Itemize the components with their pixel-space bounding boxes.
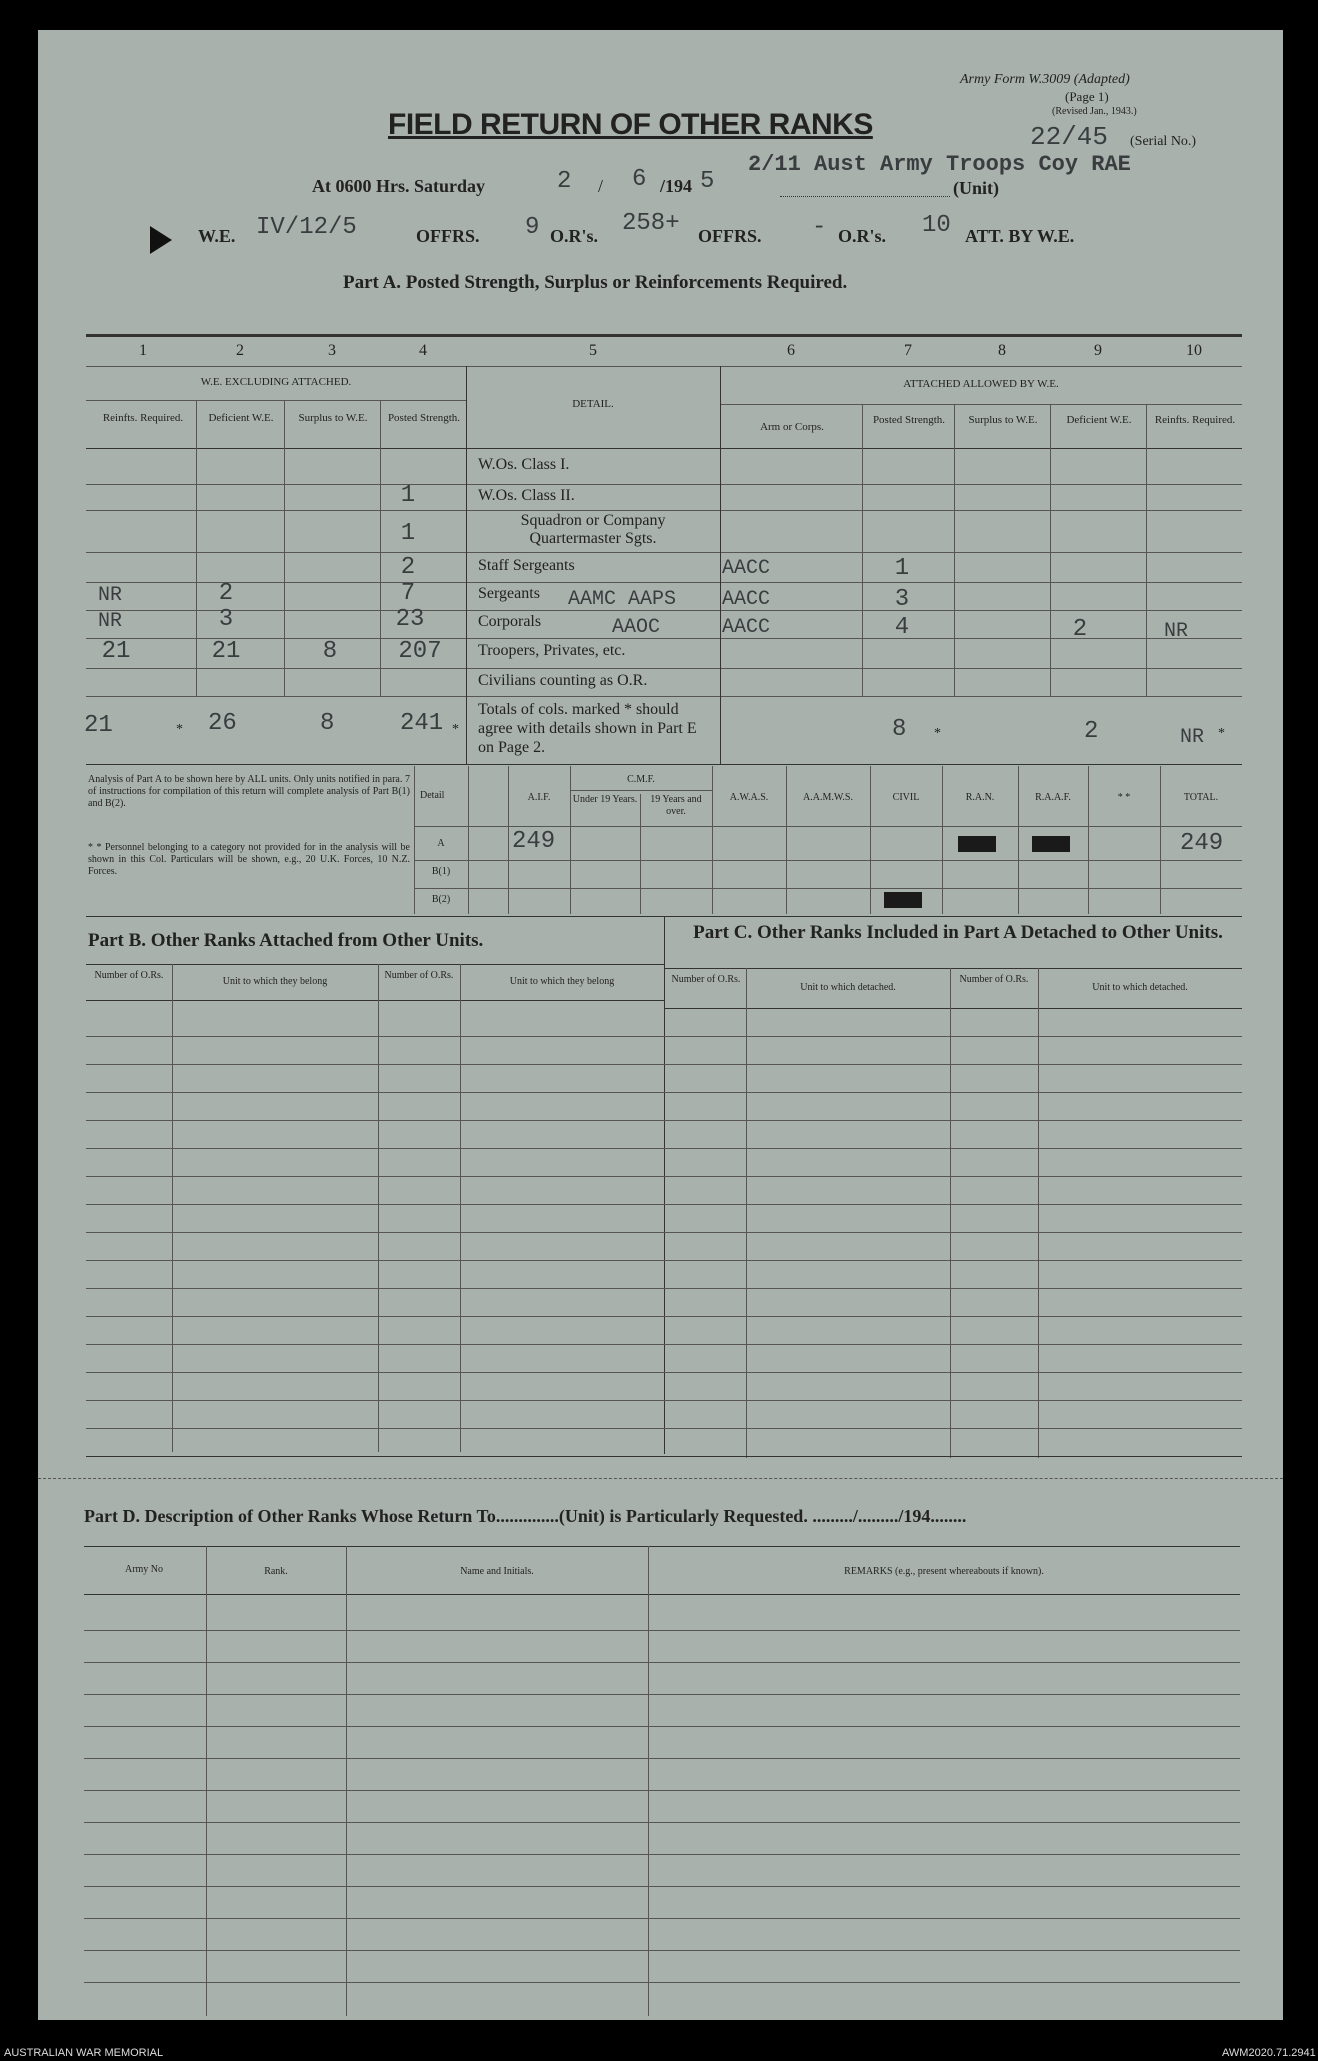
ors-label: O.R's. (550, 226, 599, 246)
total-reinfts: 21 (84, 712, 113, 739)
cell-posted: 7 (400, 580, 416, 607)
analysis-detail-label: Detail (420, 790, 445, 801)
part-b-header-unit: Unit to which they belong (509, 976, 615, 987)
attached-allowed-header: ATTACHED ALLOWED BY W.E. (903, 378, 1059, 390)
detail-totals: Totals of cols. marked * should agree with details shown in Part E on Page 2. (478, 701, 697, 756)
total-surplus: 8 (320, 710, 335, 737)
cell-arm: AACC (722, 616, 771, 639)
detail-civilians: Civilians counting as O.R. (478, 672, 648, 689)
part-b-header-number: Number of O.Rs. (384, 970, 454, 981)
analysis-note: Analysis of Part A to be shown here by ALL units. Only units notified in para. 7 of instructions for compilation of this return will complete analysis of Part B(1) and B(2). (88, 774, 410, 809)
cell-deficient: 2 (218, 580, 234, 607)
cell-deficient: 21 (211, 638, 241, 665)
serial-number: 22/45 (1030, 122, 1109, 152)
date-sep: / (598, 176, 604, 196)
cell-reinfts: NR (98, 610, 123, 633)
col-other: * * (1117, 792, 1131, 803)
col-number: 9 (1094, 342, 1102, 359)
col-aamws: A.A.M.W.S. (803, 792, 853, 803)
total-posted-att: 8 (892, 716, 907, 743)
cell-posted-att: 3 (894, 586, 910, 613)
att-label: ATT. BY W.E. (965, 226, 1075, 246)
col-number: 8 (998, 342, 1006, 359)
col-cmf: C.M.F. (627, 774, 655, 785)
col-number: 4 (419, 342, 427, 359)
we-excluding-header: W.E. EXCLUDING ATTACHED. (200, 376, 352, 388)
col-ran: R.A.N. (965, 792, 995, 803)
date-month: 6 (632, 166, 647, 193)
col-number: 7 (904, 342, 912, 359)
detail-staff-sgts: Staff Sergeants (478, 557, 575, 574)
arrow-icon (150, 226, 172, 254)
unit-value: 2/11 Aust Army Troops Coy RAE (748, 152, 1131, 177)
date-day: 2 (557, 168, 572, 195)
header-deficient: Deficient W.E. (208, 412, 274, 424)
cell-posted: 207 (398, 638, 442, 665)
detail-wo1: W.Os. Class I. (478, 456, 570, 473)
col-number: 2 (236, 342, 244, 359)
col-aif: A.I.F. (527, 792, 551, 803)
part-c-header-number: Number of O.Rs. (959, 974, 1029, 985)
row-label-a: A (437, 838, 445, 849)
detail-sergeants: Sergeants (478, 585, 540, 602)
part-c-header-number: Number of O.Rs. (671, 974, 741, 985)
header-posted: Posted Strength. (872, 414, 946, 426)
cell-surplus: 8 (322, 638, 338, 665)
cell-posted: 1 (400, 482, 416, 509)
cell-extra-corps: AAOC (612, 616, 661, 639)
cell-arm: AACC (722, 557, 771, 580)
part-c-header-unit: Unit to which detached. (800, 982, 896, 993)
row-label-b2: B(2) (431, 894, 451, 905)
col-number: 6 (787, 342, 795, 359)
redaction-mark (1032, 836, 1070, 852)
header-arm: Arm or Corps. (760, 421, 824, 433)
total-deficient: 26 (208, 710, 237, 737)
redaction-mark (958, 836, 996, 852)
part-a-title: Part A. Posted Strength, Surplus or Reinforcements Required. (343, 272, 848, 293)
detail-qm-sgts: Squadron or Company Quartermaster Sgts. (520, 512, 666, 547)
cell-posted-att: 1 (894, 555, 910, 582)
offrs-value: 9 (525, 214, 540, 241)
serial-label: (Serial No.) (1130, 134, 1197, 149)
header-reinfts: Reinfts. Required. (1154, 414, 1236, 426)
header-surplus: Surplus to W.E. (298, 412, 368, 424)
year-prefix: /194 (660, 176, 693, 196)
detail-corporals: Corporals (478, 613, 542, 630)
part-b-title: Part B. Other Ranks Attached from Other Units. (88, 930, 484, 951)
total-reinfts-att: NR (1180, 726, 1205, 749)
total-posted: 241 (400, 710, 444, 737)
cell-posted: 1 (400, 520, 416, 547)
offrs2-label: OFFRS. (698, 226, 762, 246)
col-raaf: R.A.A.F. (1035, 792, 1071, 803)
we-label: W.E. (198, 226, 236, 246)
total-deficient-att: 2 (1084, 718, 1099, 745)
header-deficient: Deficient W.E. (1066, 414, 1132, 426)
detail-header: DETAIL. (572, 398, 614, 410)
footer-source: AUSTRALIAN WAR MEMORIAL (4, 2047, 164, 2059)
ors2-label: O.R's. (838, 226, 887, 246)
offrs2-value: - (812, 214, 827, 241)
col-number: 3 (328, 342, 336, 359)
star-mark: * (1218, 726, 1225, 741)
unit-label: (Unit) (953, 178, 999, 198)
cell-deficient: 3 (218, 606, 234, 633)
star-mark: * (452, 722, 459, 737)
form-page-label: (Page 1) (1065, 89, 1109, 104)
part-d-header-remarks: REMARKS (e.g., present whereabouts if known). (844, 1566, 1044, 1577)
part-d-title: Part D. Description of Other Ranks Whose Return To..............(Unit) is Particularly Requested. ........./........./194........ (84, 1506, 967, 1526)
star-mark: * (176, 722, 183, 737)
detail-wo2: W.Os. Class II. (478, 487, 575, 504)
at-hours-label: At 0600 Hrs. Saturday (312, 176, 486, 196)
cell-reinfts-att: NR (1164, 620, 1189, 643)
part-c-header-unit: Unit to which detached. (1092, 982, 1188, 993)
part-c-title: Part C. Other Ranks Included in Part A Detached to Other Units. (693, 922, 1223, 943)
analysis-a-total: 249 (1180, 830, 1224, 857)
part-b-header-unit: Unit to which they belong (222, 976, 328, 987)
col-under19: Under 19 Years. (572, 794, 638, 805)
form-number: Army Form W.3009 (Adapted) (960, 72, 1130, 87)
offrs-label: OFFRS. (416, 226, 480, 246)
page-title: FIELD RETURN OF OTHER RANKS (388, 108, 873, 141)
we-value: IV/12/5 (256, 214, 357, 241)
ors-value: 258+ (622, 210, 680, 237)
col-number: 10 (1186, 342, 1202, 359)
part-d-header-army-no: Army No (124, 1564, 164, 1575)
cell-reinfts: 21 (101, 638, 131, 665)
col-total: TOTAL. (1183, 792, 1219, 803)
cell-reinfts: NR (98, 584, 123, 607)
cell-arm: AACC (722, 588, 771, 611)
cell-posted-att: 4 (894, 614, 910, 641)
header-posted: Posted Strength. (387, 412, 461, 424)
header-reinfts: Reinfts. Required. (102, 412, 184, 424)
form-revision: (Revised Jan., 1943.) (1052, 106, 1137, 117)
cell-posted: 2 (400, 554, 416, 581)
col-number: 1 (139, 342, 147, 359)
form-page (38, 30, 1283, 2020)
cell-deficient-att: 2 (1072, 616, 1088, 643)
part-d-header-name: Name and Initials. (460, 1566, 534, 1577)
footer-accession: AWM2020.71.2941 (1222, 2047, 1316, 2059)
row-label-b1: B(1) (431, 866, 451, 877)
part-d-header-rank: Rank. (264, 1566, 288, 1577)
year-digit: 5 (700, 168, 715, 195)
star-mark: * (934, 726, 941, 741)
cell-extra-corps: AAMC AAPS (568, 588, 677, 611)
col-over19: 19 Years and over. (650, 794, 702, 817)
part-b-header-number: Number of O.Rs. (94, 970, 164, 981)
header-surplus: Surplus to W.E. (968, 414, 1038, 426)
col-number: 5 (589, 342, 597, 359)
ors2-value: 10 (922, 212, 951, 239)
cell-posted: 23 (395, 606, 425, 633)
analysis-a-aif: 249 (512, 828, 556, 855)
col-awas: A.W.A.S. (729, 792, 769, 803)
col-civil: CIVIL (892, 792, 920, 803)
detail-troopers: Troopers, Privates, etc. (478, 642, 626, 659)
redaction-mark (884, 892, 922, 908)
analysis-footnote: * * Personnel belonging to a category not provided for in the analysis will be shown in this Col. Particulars will be shown, e.g., 20 U.K. Forces, 10 N.Z. Forces. (88, 842, 410, 877)
